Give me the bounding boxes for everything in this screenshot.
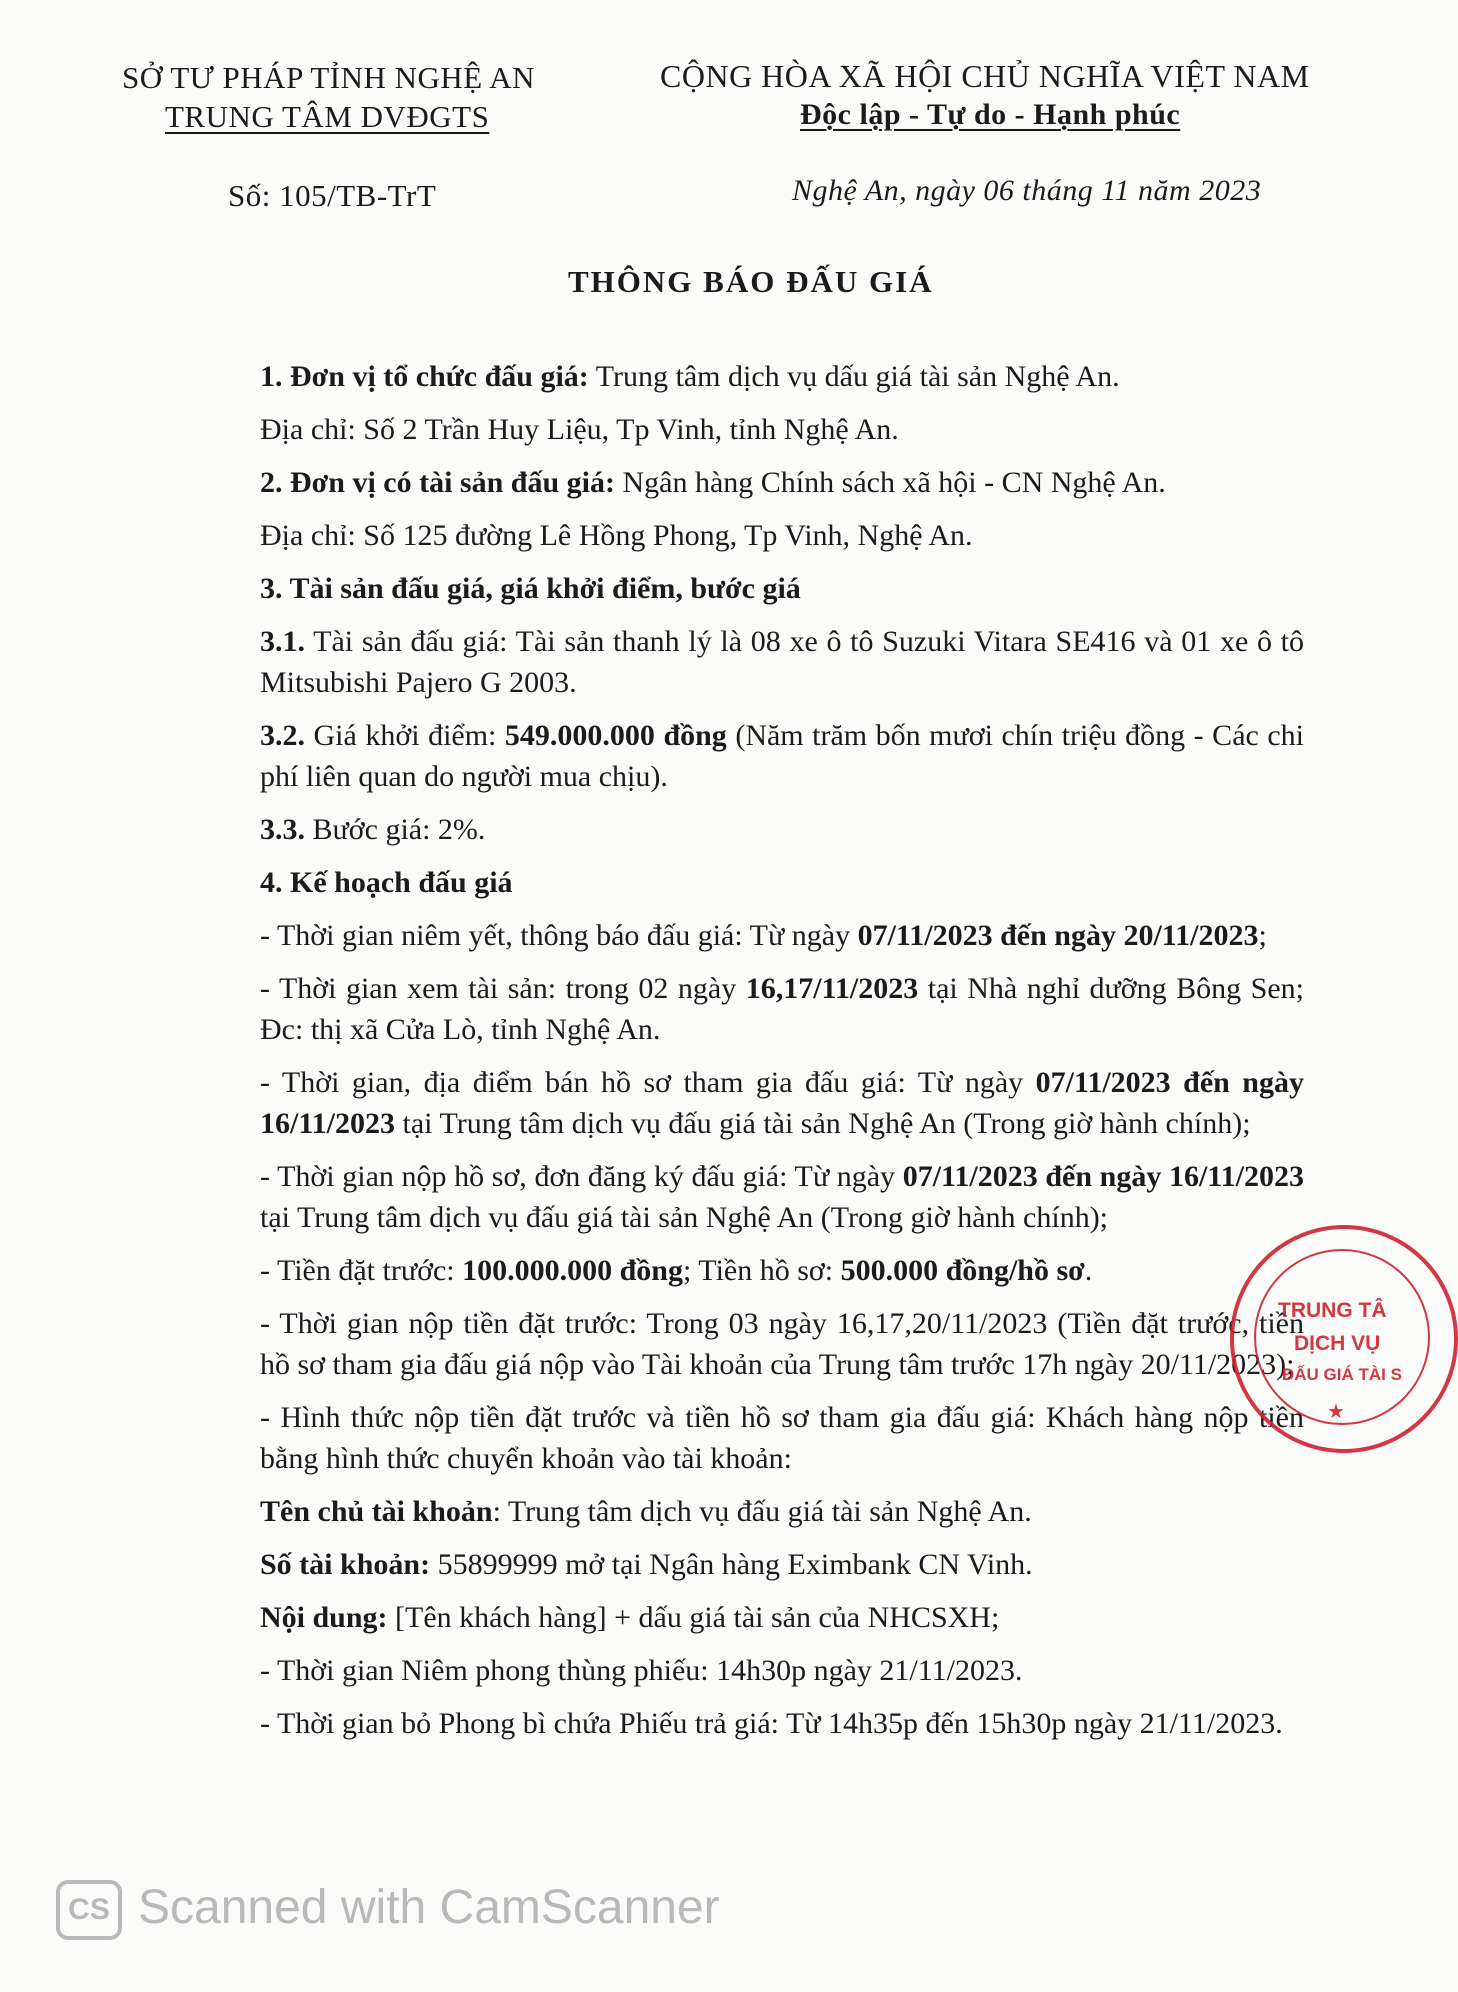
camscanner-logo-icon: CS [56, 1880, 122, 1940]
plan-item-dates: 07/11/2023 đến ngày 16/11/2023 [902, 1160, 1304, 1193]
watermark-text: Scanned with CamScanner [138, 1881, 720, 1934]
account-number-value: 55899999 mở tại Ngân hàng Eximbank CN Vinh. [430, 1548, 1033, 1581]
official-seal-stamp [1230, 1225, 1458, 1453]
section-3-3-label: 3.3. [260, 813, 305, 846]
plan-item-end: tại Nhà nghỉ dưỡng Bông Sen; Đc: thị xã Cửa Lò, tỉnh Nghệ An. [260, 972, 1304, 1046]
seal-text-line2: DỊCH VỤ [1294, 1332, 1381, 1355]
account-name-value: : Trung tâm dịch vụ đấu giá tài sản Nghệ An. [492, 1495, 1032, 1528]
seal-text-line3: ĐẤU GIÁ TÀI S [1282, 1365, 1402, 1384]
section-1-address: Địa chỉ: Số 2 Trần Huy Liệu, Tp Vinh, tỉnh Nghệ An. [260, 413, 899, 446]
section-2-value: Ngân hàng Chính sách xã hội - CN Nghệ An. [615, 466, 1166, 499]
document-body [194, 356, 1304, 1756]
plan-item-viewing [194, 968, 1304, 1050]
section-1-label: 1. Đơn vị tổ chức đấu giá: [260, 360, 589, 393]
plan-item-dates: 07/11/2023 đến ngày 20/11/2023 [857, 919, 1259, 952]
plan-item-deposit-time: - Thời gian nộp tiền đặt trước: Trong 03 ngày 16,17,20/11/2023 (Tiền đặt trước, tiền hồ sơ tham gia đấu giá nộp vào Tài khoản của Trung tâm trước 17h ngày 20/11/2023); [260, 1307, 1304, 1381]
section-3-3-text: Bước giá: 2%. [305, 813, 486, 846]
plan-item-end: . [1084, 1254, 1093, 1287]
plan-item-dates: 16,17/11/2023 [745, 972, 919, 1005]
section-3-1-label: 3.1. [260, 625, 305, 658]
plan-item-text: - Thời gian, địa điểm bán hồ sơ tham gia đấu giá: Từ ngày [260, 1066, 1036, 1099]
section-3-2 [194, 715, 1304, 797]
issuing-department: SỞ TƯ PHÁP TỈNH NGHỆ AN [122, 60, 536, 95]
section-1-value: Trung tâm dịch vụ dấu giá tài sản Nghệ An. [588, 360, 1120, 393]
plan-item-text: - Thời gian niêm yết, thông báo đấu giá: Từ ngày [260, 919, 858, 952]
section-2 [194, 462, 1304, 503]
place-date: Nghệ An, ngày 06 tháng 11 năm 2023 [792, 174, 1262, 207]
plan-item-deposit [194, 1250, 1304, 1291]
plan-item-text: - Tiền đặt trước: [260, 1254, 463, 1287]
section-3-3 [194, 809, 1304, 850]
transfer-content [194, 1597, 1304, 1638]
plan-item-end: tại Trung tâm dịch vụ đấu giá tài sản Nghệ An (Trong giờ hành chính); [260, 1201, 1109, 1234]
section-2-label: 2. Đơn vị có tài sản đấu giá: [260, 466, 615, 499]
plan-item-ballot-seal: - Thời gian Niêm phong thùng phiếu: 14h30p ngày 21/11/2023. [260, 1654, 1023, 1687]
plan-item-end: tại Trung tâm dịch vụ đấu giá tài sản Nghệ An (Trong giờ hành chính); [395, 1107, 1251, 1140]
plan-item-bid-envelope: - Thời gian bỏ Phong bì chứa Phiếu trả giá: Từ 14h35p đến 15h30p ngày 21/11/2023. [260, 1707, 1283, 1740]
national-motto: Độc lập - Tự do - Hạnh phúc [800, 98, 1181, 131]
plan-item-payment-method: - Hình thức nộp tiền đặt trước và tiền hồ sơ tham gia đấu giá: Khách hàng nộp tiền bằng hình thức chuyển khoản vào tài khoản: [260, 1401, 1304, 1475]
plan-item-text: - Thời gian nộp hồ sơ, đơn đăng ký đấu giá: Từ ngày [260, 1160, 903, 1193]
plan-item-text: - Thời gian xem tài sản: trong 02 ngày [260, 972, 746, 1005]
account-name-label: Tên chủ tài khoản [260, 1495, 493, 1528]
starting-price: 549.000.000 đồng [504, 719, 727, 752]
seal-text-line1: TRUNG TÂ [1278, 1299, 1387, 1322]
scanner-watermark [56, 1880, 720, 1940]
dossier-fee: 500.000 đồng/hồ sơ [840, 1254, 1085, 1287]
plan-item-dossier-sale [194, 1062, 1304, 1144]
account-number [194, 1544, 1304, 1585]
seal-star-icon: ★ [1327, 1401, 1345, 1423]
section-1 [194, 356, 1304, 397]
transfer-content-value: [Tên khách hàng] + dấu giá tài sản của NHCSXH; [387, 1601, 1000, 1634]
section-3-1 [194, 621, 1304, 703]
account-number-label: Số tài khoản: [260, 1548, 431, 1581]
section-3-heading: 3. Tài sản đấu giá, giá khởi điểm, bước giá [260, 572, 801, 605]
section-3-1-text: Tài sản đấu giá: Tài sản thanh lý là 08 xe ô tô Suzuki Vitara SE416 và 01 xe ô tô Mitsubishi Pajero G 2003. [260, 625, 1304, 699]
deposit-amount: 100.000.000 đồng [462, 1254, 683, 1287]
plan-item-registration [194, 1156, 1304, 1238]
plan-item-dates: 07/11/2023 đến ngày 16/11/2023 [260, 1066, 1304, 1140]
account-name [194, 1491, 1304, 1532]
plan-item-posting [194, 915, 1304, 956]
plan-item-text: ; Tiền hồ sơ: [683, 1254, 841, 1287]
section-3-2-note: (Năm trăm bốn mươi chín triệu đồng - Các chi phí liên quan do người mua chịu). [260, 719, 1304, 793]
document-number: Số: 105/TB-TrT [228, 178, 437, 213]
section-3-2-text: Giá khởi điểm: [305, 719, 505, 752]
national-title: CỘNG HÒA XÃ HỘI CHỦ NGHĨA VIỆT NAM [660, 58, 1310, 94]
plan-item-end: ; [1258, 919, 1267, 952]
issuing-center: TRUNG TÂM DVĐGTS [165, 99, 490, 134]
page-title: THÔNG BÁO ĐẤU GIÁ [568, 264, 934, 299]
section-3-2-label: 3.2. [260, 719, 305, 752]
section-2-address: Địa chỉ: Số 125 đường Lê Hồng Phong, Tp Vinh, Nghệ An. [260, 519, 973, 552]
transfer-content-label: Nội dung: [260, 1601, 388, 1634]
section-4-heading: 4. Kế hoạch đấu giá [260, 866, 513, 899]
